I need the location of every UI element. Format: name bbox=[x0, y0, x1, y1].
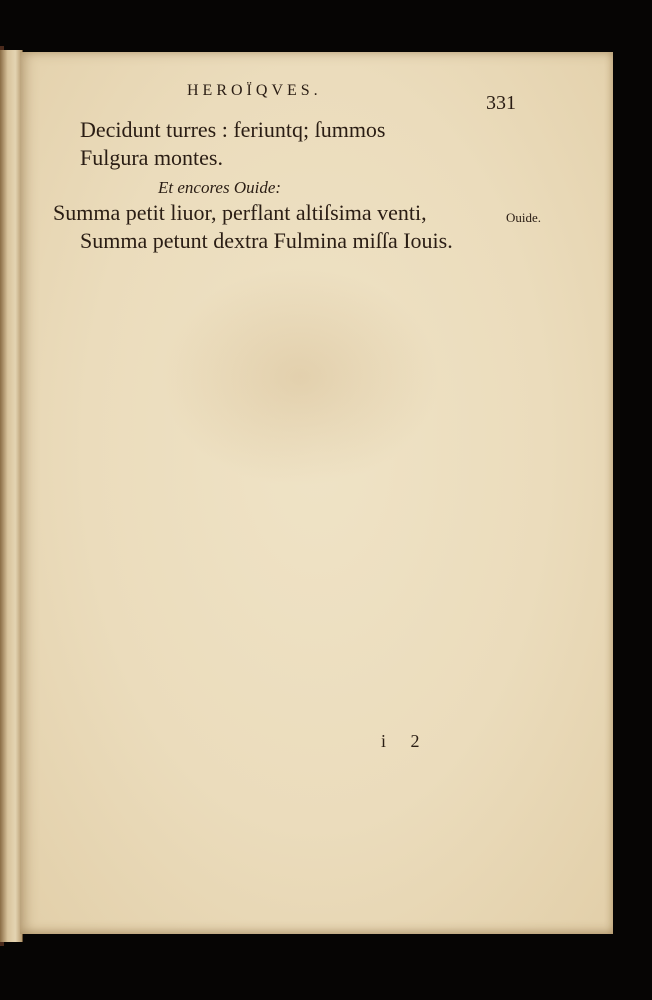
citation-intro: Et encores Ouide: bbox=[158, 178, 282, 197]
page-number: 331 bbox=[486, 92, 516, 114]
running-head: HEROÏQVES. bbox=[187, 82, 322, 99]
paper-stain bbox=[160, 267, 440, 487]
margin-note: Ouide. bbox=[506, 210, 542, 225]
verse-line: Decidunt turres : feriuntq; ſummos bbox=[80, 117, 386, 142]
verse-line: Summa petit liuor, perflant altiſsima venti, bbox=[53, 200, 427, 225]
signature-mark: i 2 bbox=[381, 731, 430, 751]
verse-line: Fulgura montes. bbox=[80, 145, 223, 170]
verse-line: Summa petunt dextra Fulmina miſſa Iouis. bbox=[80, 228, 453, 253]
book-page bbox=[20, 52, 613, 934]
